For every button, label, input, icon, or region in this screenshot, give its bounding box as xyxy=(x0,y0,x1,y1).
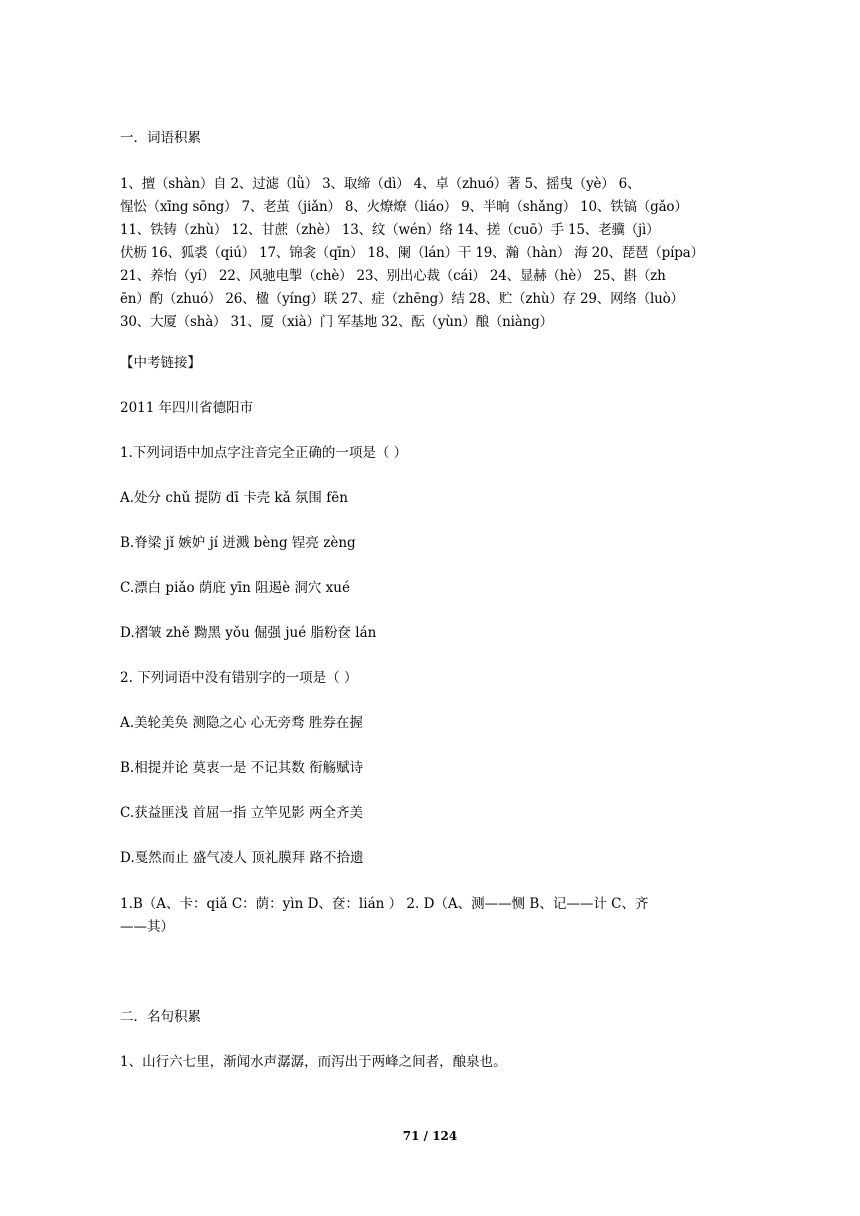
question-1-option-c: C.漂白 piǎo 荫庇 yīn 阻遏è 洞穴 xué xyxy=(120,580,350,596)
question-1-option-a: A.处分 chǔ 提防 dī 卡壳 kǎ 氛围 fēn xyxy=(120,490,348,506)
vocab-line: 11、铁铸（zhù） 12、甘蔗（zhè） 13、纹（wén）络 14、搓（cuō）手 15、老骥（jì） xyxy=(120,222,660,238)
exam-source: 2011 年四川省德阳市 xyxy=(120,400,254,416)
question-2-option-c: C.获益匪浅 首屈一指 立竿见影 两全齐美 xyxy=(120,805,364,821)
vocab-line: ēn）酌（zhuó） 26、楹（yíng）联 27、症（zhēng）结 28、贮（zhù）存 29、网络（luò） xyxy=(120,291,684,307)
answer-key-continuation: ——其） xyxy=(120,919,174,935)
question-1-option-b: B.脊梁 jǐ 嫉妒 jí 迸溅 bèng 锃亮 zèng xyxy=(120,535,356,551)
vocabulary-list xyxy=(120,173,740,334)
vocab-line: 30、大厦（shà） 31、厦（xià）门 军基地 32、酝（yùn）酿（niàng） xyxy=(120,314,553,330)
section2-heading: 二．名句积累 xyxy=(120,1009,201,1025)
section1-heading: 一．词语积累 xyxy=(120,130,201,146)
question-2-option-a: A.美轮美奂 测隐之心 心无旁骛 胜券在握 xyxy=(120,715,363,731)
famous-quote-line: 1、山行六七里，渐闻水声潺潺，而泻出于两峰之间者，酿泉也。 xyxy=(120,1054,507,1070)
page-number: 71 / 124 xyxy=(402,1129,458,1143)
vocab-line: 惺忪（xīng sōng） 7、老茧（jiǎn） 8、火燎燎（liáo） 9、半晌（shǎng） 10、铁镐（gǎo） xyxy=(120,199,688,215)
answer-key-line: 1.B（A、卡：qiǎ C：荫：yìn D、奁：lián ） 2. D（A、测——恻 B、记——计 C、齐 xyxy=(120,896,649,912)
question-2-option-d: D.戛然而止 盛气凌人 顶礼膜拜 路不拾遗 xyxy=(120,850,364,866)
question-1-stem: 1.下列词语中加点字注音完全正确的一项是（ ） xyxy=(120,445,408,461)
vocab-line: 21、养怡（yí） 22、风驰电掣（chè） 23、别出心裁（cái） 24、显赫（hè） 25、斟（zh xyxy=(120,268,666,284)
question-2-stem: 2. 下列词语中没有错别字的一项是（ ） xyxy=(120,670,358,686)
vocab-line: 伏枥 16、狐裘（qiú） 17、锦衾（qīn） 18、阑（lán）干 19、瀚（hàn） 海 20、琵琶（pípa） xyxy=(120,245,704,261)
question-2-option-b: B.相提并论 莫衷一是 不记其数 衔觞赋诗 xyxy=(120,760,364,776)
exam-link-heading: 【中考链接】 xyxy=(120,355,201,371)
vocab-line: 1、擅（shàn）自 2、过滤（lǜ） 3、取缔（dì） 4、卓（zhuó）著 5、摇曳（yè） 6、 xyxy=(120,176,641,192)
question-1-option-d: D.褶皱 zhě 黝黑 yǒu 倔强 jué 脂粉奁 lán xyxy=(120,625,377,641)
